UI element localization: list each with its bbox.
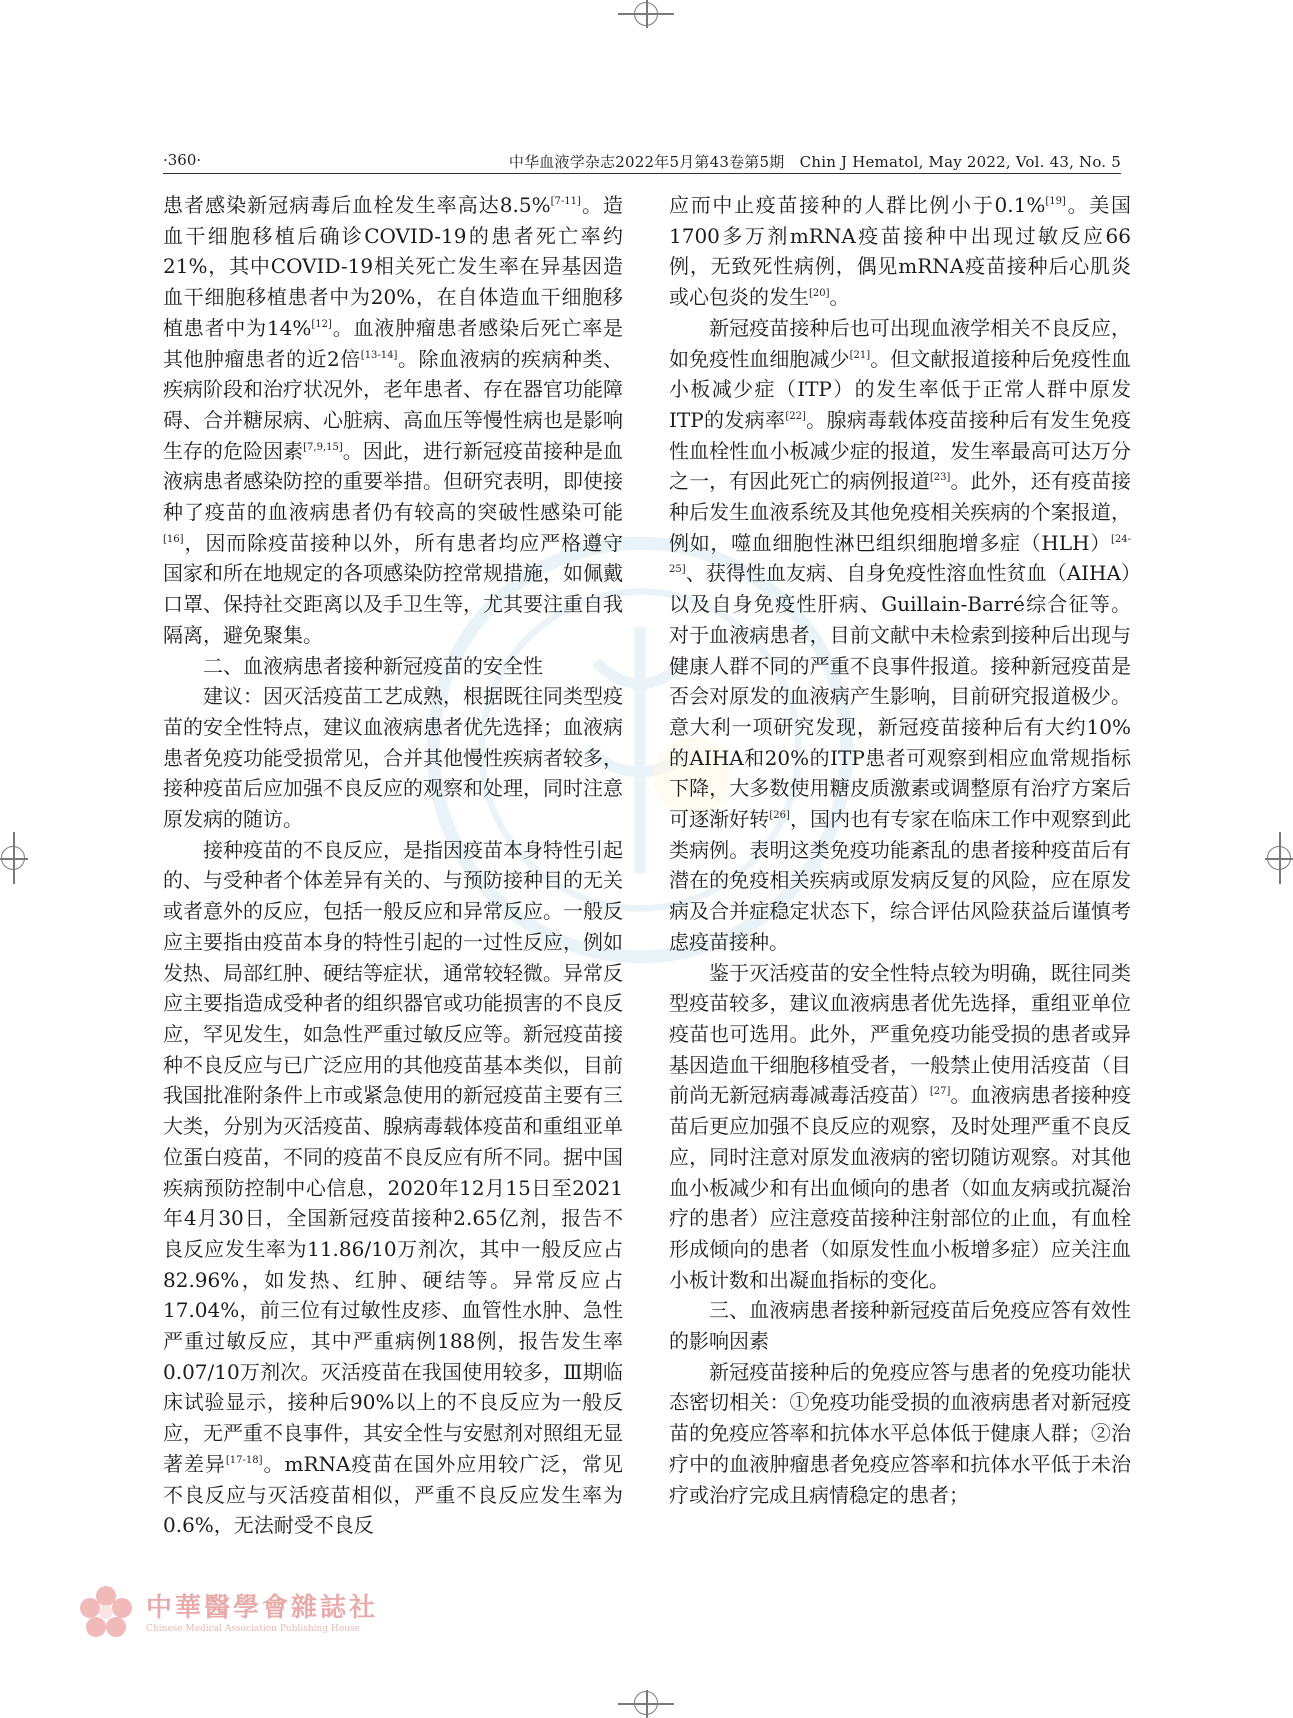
recommendation-paragraph: 建议：因灭活疫苗工艺成熟，根据既往同类型疫苗的安全性特点，建议血液病患者优先选择；血液病患者免疫功能受损常见，合并其他慢性疾病者较多，接种疫苗后应加强不良反应的观察和处理，同时注意原发病的随访。 <box>163 684 623 832</box>
paragraph: 接种疫苗的不良反应，是指因疫苗本身特性引起的、与受种者个体差异有关的、与预防接种目的无关或者意外的反应，包括一般反应和异常反应。一般反应主要指由疫苗本身的特性引起的一过性反应，例如发热、局部红肿、硬结等症状，通常较轻微。异常反应主要指造成受种者的组织器官或功能损害的不良反应，罕见发生，如急性严重过敏反应等。新冠疫苗接种不良反应与已广泛应用的其他疫苗基本类似，目前我国批准附条件上市或紧急使用的新冠疫苗主要有三大类，分别为灭活疫苗、腺病毒载体疫苗和重组亚单位蛋白疫苗，不同的疫苗不良反应有所不同。据中国疾病预防控制中心信息，2020年12月15日至2021年4月30日，全国新冠疫苗接种2.65亿剂，报告不良反应发生率为11.86/10万剂次，其中一般反应占82.96%，如发热、红肿、硬结等。异常反应占17.04%，前三位有过敏性皮疹、血管性水肿、急性严重过敏反应，其中严重病例188例，报告发生率0.07/10万剂次。灭活疫苗在我国使用较多，Ⅲ期临床试验显示，接种后90%以上的不良反应为一般反应，无严重不良事件，其安全性与安慰剂对照组无显著差异[17-18]。mRNA疫苗在国外应用较广泛，常见不良反应与灭活疫苗相似，严重不良反应发生率为0.6%，无法耐受不良反 <box>163 837 624 1538</box>
header-rule <box>163 173 1121 174</box>
paragraph: 患者感染新冠病毒后血栓发生率高达8.5%[7-11]。造血干细胞移植后确诊COVID-19的患者死亡率约21%，其中COVID-19相关死亡发生率在异基因造血干细胞移植患者中为20%，在自体造血干细胞移植患者中为14%[12]。血液肿瘤患者感染后死亡率是其他肿瘤患者的近2倍[13-14]。除血液病的疾病种类、疾病阶段和治疗状况外，老年患者、存在器官功能障碍、合并糖尿病、心脏病、高血压等慢性病也是影响生存的危险因素[7,9,15]。因此，进行新冠疫苗接种是血液病患者感染防控的重要举措。但研究表明，即使接种了疫苗的血液病患者仍有较高的突破性感染可能[16]，因而除疫苗接种以外，所有患者均应严格遵守国家和所在地规定的各项感染防控常规措施，如佩戴口罩、保持社交距离以及手卫生等，尤其要注重自我隔离，避免聚集。 <box>163 193 624 647</box>
paragraph: 新冠疫苗接种后也可出现血液学相关不良反应，如免疫性血细胞减少[21]。但文献报道接种后免疫性血小板减少症（ITP）的发生率低于正常人群中原发ITP的发病率[22]。腺病毒载体疫苗接种后有发生免疫性血栓性血小板减少症的报道，发生率最高可达万分之一，有因此死亡的病例报道[23]。此外，还有疫苗接种后发生血液系统及其他免疫相关疾病的个案报道，例如，噬血细胞性淋巴组织细胞增多症（HLH）[24-25]、获得性血友病、自身免疫性溶血性贫血（AIHA）以及自身免疫性肝病、Guillain-Barré综合征等。对于血液病患者，目前文献中未检索到接种后出现与健康人群不同的严重不良事件报道。接种新冠疫苗是否会对原发的血液病产生影响，目前研究报道极少。意大利一项研究发现，新冠疫苗接种后有大约10%的AIHA和20%的ITP患者可观察到相应血常规指标下降，大多数使用糖皮质激素或调整原有治疗方案后可逐渐好转[26]，国内也有专家在临床工作中观察到此类病例。表明这类免疫功能紊乱的患者接种疫苗后有潜在的免疫相关疾病或原发病反复的风险，应在原发病及合并症稳定状态下，综合评估风险获益后谨慎考虑疫苗接种。 <box>669 315 1132 954</box>
right-column <box>669 190 1131 1510</box>
paragraph: 鉴于灭活疫苗的安全性特点较为明确，既往同类型疫苗较多，建议血液病患者优先选择，重组亚单位疫苗也可选用。此外，严重免疫功能受损的患者或异基因造血干细胞移植受者，一般禁止使用活疫苗（目前尚无新冠病毒减毒活疫苗）[27]。血液病患者接种疫苗后更应加强不良反应的观察，及时处理严重不良反应，同时注意对原发血液病的密切随访观察。对其他血小板减少和有出血倾向的患者（如血友病或抗凝治疗的患者）应注意疫苗接种注射部位的止血，有血栓形成倾向的患者（如原发性血小板增多症）应关注血小板计数和出凝血指标的变化。 <box>669 960 1132 1292</box>
journal-citation: 中华血液学杂志2022年5月第43卷第5期 Chin J Hematol, May 2022, Vol. 43, No. 5 <box>508 153 1121 171</box>
publisher-name-en: Chinese Medical Association Publishing House <box>146 1624 360 1634</box>
section-heading: 三、血液病患者接种新冠疫苗后免疫应答有效性的影响因素 <box>669 1298 1131 1354</box>
publisher-logo-icon <box>76 1582 136 1642</box>
paragraph: 新冠疫苗接种后的免疫应答与患者的免疫功能状态密切相关：①免疫功能受损的血液病患者对新冠疫苗的免疫应答率和抗体水平总体低于健康人群；②治疗中的血液肿瘤患者免疫应答率和抗体水平低于未治疗或治疗完成且病情稳定的患者； <box>669 1359 1131 1507</box>
publisher-name: 中華醫學會雜誌社 <box>146 1593 379 1623</box>
left-column <box>163 190 623 1541</box>
section-heading: 二、血液病患者接种新冠疫苗的安全性 <box>203 653 543 678</box>
page-header <box>163 149 1121 173</box>
page-number: ·360· <box>163 151 202 169</box>
paragraph: 应而中止疫苗接种的人群比例小于0.1%[19]。美国1700多万剂mRNA疫苗接种中出现过敏反应66例，无致死性病例，偶见mRNA疫苗接种后心肌炎或心包炎的发生[20]。 <box>669 193 1131 310</box>
